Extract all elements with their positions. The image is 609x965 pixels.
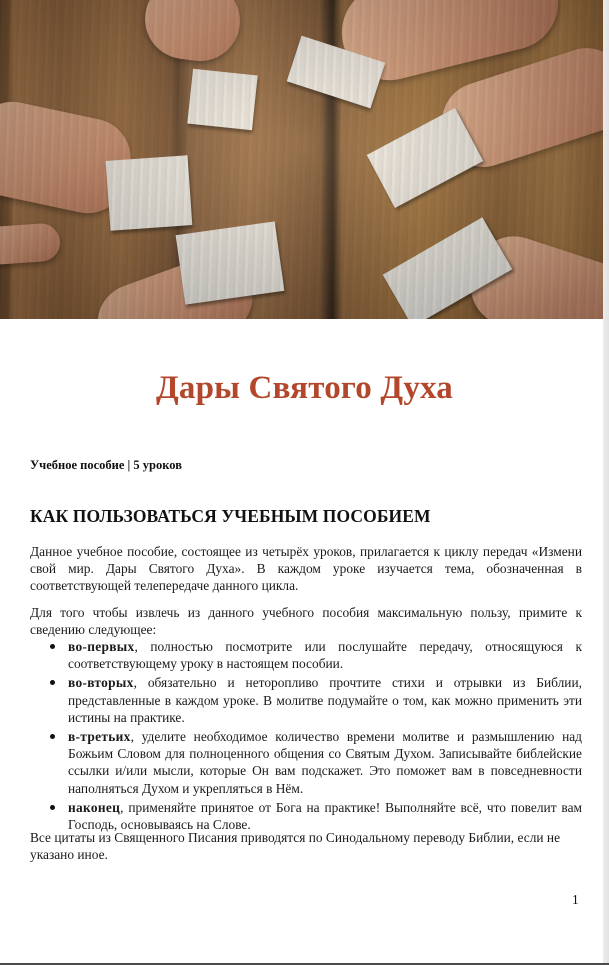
header-photo [0, 0, 609, 319]
list-item [30, 674, 582, 726]
bullet-icon [50, 734, 55, 739]
closing-paragraph: Все цитаты из Священного Писания приводятся по Синодальному переводу Библии, если не указано иное. [30, 830, 561, 863]
section-heading: КАК ПОЛЬЗОВАТЬСЯ УЧЕБНЫМ ПОСОБИЕМ [30, 506, 431, 526]
list-item [30, 638, 582, 672]
list-item-lead: в-третьих [68, 729, 131, 745]
bullet-icon [50, 805, 55, 810]
intro-paragraph: Данное учебное пособие, состоящее из четырёх уроков, прилагается к циклу передач «Измени свой мир. Дары Святого Духа». В каждом уроке изучается тема, обозначенная в соответствующей телепередаче данного цикла. [30, 544, 582, 594]
instructions-list [30, 638, 582, 835]
photo-vignette [0, 0, 609, 319]
list-item-lead: наконец [68, 799, 121, 815]
bullet-icon [50, 680, 55, 685]
list-item [30, 728, 582, 797]
lead-paragraph: Для того чтобы извлечь из данного учебного пособия максимальную пользу, примите к сведению следующее: [30, 605, 582, 638]
list-item-text: , обязательно и неторопливо прочтите стихи и отрывки из Библии, представленные в каждом уроке. В молитве подумайте о том, как можно применить эти истины на практике. [68, 675, 582, 725]
list-item-text: , уделите необходимое количество времени молитве и размышлению над Божьим Словом для полноценного общения со Святым Духом. Записывайте библейские ссылки и/или мысли, которые Он вам подскажет. Это поможет вам в повседневности наполняться Духом и укрепляться в Нём. [68, 729, 582, 796]
page-edge-shadow [603, 0, 609, 965]
page-number: 1 [572, 892, 579, 907]
list-item-text: , применяйте принятое от Бога на практике! Выполняйте всё, что повелит вам Господь, основываясь на Слове. [68, 799, 582, 833]
list-item-lead: во-вторых [68, 675, 134, 691]
document-subtitle: Учебное пособие | 5 уроков [30, 458, 182, 472]
list-item-lead: во-первых [68, 639, 135, 654]
bullet-icon [50, 644, 55, 649]
list-item-text: , полностью посмотрите или послушайте передачу, относящуюся к соответствующему уроку в настоящем пособии. [68, 639, 582, 672]
document-title: Дары Святого Духа [155, 370, 453, 406]
